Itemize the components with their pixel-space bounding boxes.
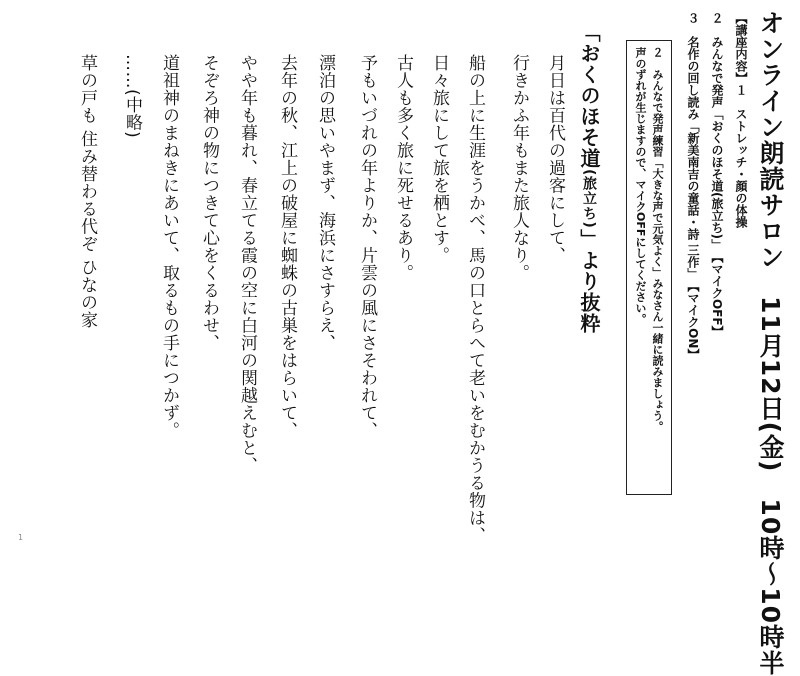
text-line: 漂泊の思いやまず、海浜にさすらえ、 bbox=[315, 54, 335, 352]
agenda-item-2: ２ みんなで発声「おくのほそ道(旅立ち)」 【マイクOFF】 bbox=[710, 12, 724, 338]
text-line: そぞろ神の物につきて心をくるわせ、 bbox=[199, 54, 219, 352]
notice-box bbox=[626, 40, 672, 495]
text-line: 日々旅にして旅を栖とす。 bbox=[429, 54, 449, 264]
agenda-item-3: ３ 名作の回し読み「新美南吉の童話・詩 三作」 【マイクON】 bbox=[686, 12, 700, 361]
excerpt-heading-paren: (旅立ち) bbox=[581, 169, 597, 229]
page-number: 1 bbox=[18, 533, 24, 542]
excerpt-heading-tail: 」より抜粋 bbox=[577, 228, 601, 334]
notice-line-2: 声のずれが生じますので、マイクOFFにしてください。 bbox=[634, 47, 647, 325]
text-line: 道祖神のまねきにあいて、取るもの手につかず。 bbox=[159, 54, 179, 439]
text-line: 船の上に生涯をうかべ、馬の口とらへて老いをむかうる物は、 bbox=[465, 54, 485, 544]
page-title: オンライン朗読サロン 11月12日(金) 10時〜10時半 bbox=[756, 10, 785, 676]
text-line: 草の戸も 住み替わる代ぞ ひなの家 bbox=[77, 54, 97, 329]
excerpt-heading-main: 「おくのほそ道 bbox=[577, 22, 601, 169]
text-line: 行きかふ年もまた旅人なり。 bbox=[509, 54, 529, 282]
text-line: やや年も暮れ、春立てる霞の空に白河の関越えむと、 bbox=[237, 54, 257, 474]
notice-line-1: ２ みんなで発声練習「大きな声で元気よく」みなさん一緒に読みましょう。 bbox=[651, 47, 664, 432]
text-line: 去年の秋、江上の破屋に蜘蛛の古巣をはらいて、 bbox=[277, 54, 297, 439]
text-line: 予もいづれの年よりか、片雲の風にさそわれて、 bbox=[357, 54, 377, 439]
text-line: ……(中略) bbox=[122, 54, 142, 139]
agenda-item-1: 【講座内容】１ ストレッチ・顔の体操 bbox=[734, 12, 748, 228]
text-line: 月日は百代の過客にして、 bbox=[545, 54, 565, 264]
text-line: 古人も多く旅に死せるあり。 bbox=[393, 54, 413, 282]
excerpt-heading bbox=[575, 22, 604, 334]
